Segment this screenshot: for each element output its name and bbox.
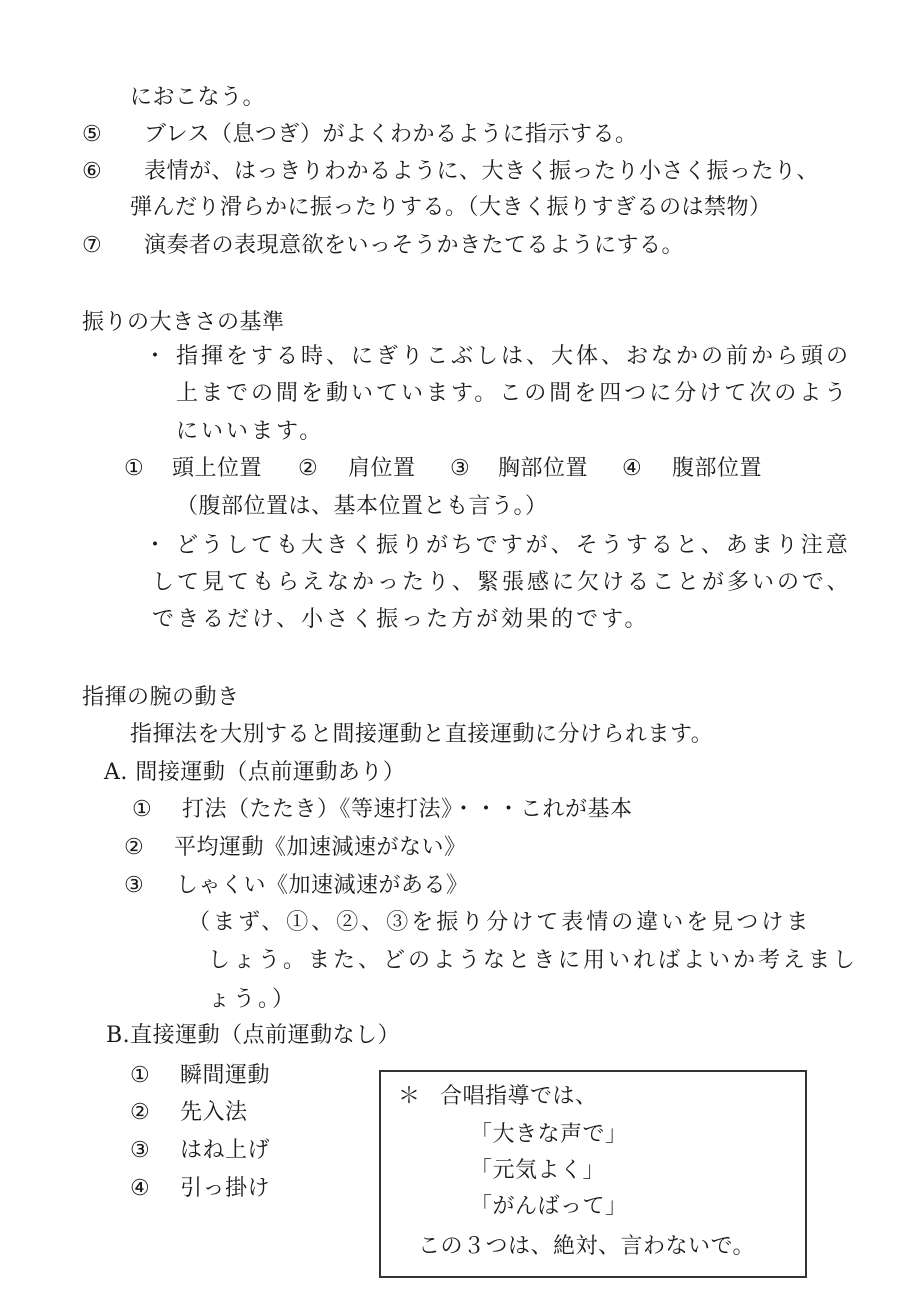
position-label-chest: 胸部位置 [498,456,589,481]
item-text-6: 表情が、はっきりわかるように、大きく振ったり小さく振ったり、 [144,159,820,184]
position-number-3: ③ [450,456,471,481]
group-b-item-number: ② [130,1100,151,1125]
position-label-shoulder: 肩位置 [348,456,416,481]
section-heading-size: 振りの大きさの基準 [82,310,285,335]
group-b-item-text: はね上げ [180,1138,271,1163]
group-b-item-text: 瞬間運動 [180,1063,271,1088]
item-number-7: ⑦ [82,233,103,258]
group-b-item-number: ③ [130,1138,151,1163]
callout-phrase: 「がんばって」 [470,1194,628,1219]
group-a-note-line: （まず、①、②、③を振り分けて表情の違いを見つけま [188,910,812,935]
item-text-6-continued: 弾んだり滑らかに振ったりする。（大きく振りすぎるのは禁物） [130,195,772,220]
group-a-item-number: ② [124,835,145,860]
paragraph-line: 上までの間を動いています。この間を四つに分けて次のよう [176,381,850,406]
group-a-note-line: ょう。） [208,987,298,1012]
section-heading-arm: 指揮の腕の動き [82,685,240,710]
position-label-abdomen: 腹部位置 [672,456,763,481]
position-number-2: ② [298,456,319,481]
callout-star: ＊ [398,1084,421,1109]
section-arm-intro: 指揮法を大別すると間接運動と直接運動に分けられます。 [130,722,714,747]
group-a-item-text: しゃくい《加速減速がある》 [176,873,469,898]
bullet-mark: ・ [144,344,167,369]
paragraph-line: できるだけ、小さく振った方が効果的です。 [152,607,650,632]
paragraph-line: 指揮をする時、にぎりこぶしは、大体、おなかの前から頭の [176,344,852,369]
positions-note: （腹部位置は、基本位置とも言う。） [176,494,548,519]
group-a-item-number: ③ [124,873,145,898]
item-text-5: ブレス（息つぎ）がよくわかるように指示する。 [144,122,638,147]
callout-lead: 合唱指導では、 [440,1084,598,1109]
item-number-5: ⑤ [82,122,103,147]
bullet-mark: ・ [144,533,167,558]
paragraph-line: にいいます。 [176,419,325,444]
item-number-6: ⑥ [82,159,103,184]
group-b-title: B.直接運動（点前運動なし） [106,1023,401,1048]
item-text-7: 演奏者の表現意欲をいっそうかきたてるようにする。 [144,233,685,258]
group-b-item-text: 先入法 [180,1100,248,1125]
group-b-item-text: 引っ掛け [180,1176,271,1201]
group-a-item-text: 平均運動《加速減速がない》 [174,835,467,860]
group-b-item-number: ① [130,1063,151,1088]
position-label-head: 頭上位置 [172,456,263,481]
group-b-item-number: ④ [130,1176,151,1201]
group-a-item-text: 打法（たたき）《等速打法》・・・これが基本 [182,797,633,822]
position-number-1: ① [124,456,145,481]
callout-phrase: 「大きな声で」 [470,1122,628,1147]
callout-closing: この３つは、絶対、言わないで。 [418,1234,756,1259]
group-a-title: A. 間接運動（点前運動あり） [104,760,406,785]
paragraph-line: して見てもらえなかったり、緊張感に欠けることが多いので、 [152,570,852,595]
position-number-4: ④ [622,456,643,481]
paragraph-line: どうしても大きく振りがちですが、そうすると、あまり注意 [176,533,851,558]
group-a-note-line: しょう。また、どのようなときに用いればよいか考えまし [208,948,859,973]
callout-phrase: 「元気よく」 [470,1158,606,1183]
group-a-item-number: ① [132,797,153,822]
intro-continuation: におこなう。 [130,85,266,110]
